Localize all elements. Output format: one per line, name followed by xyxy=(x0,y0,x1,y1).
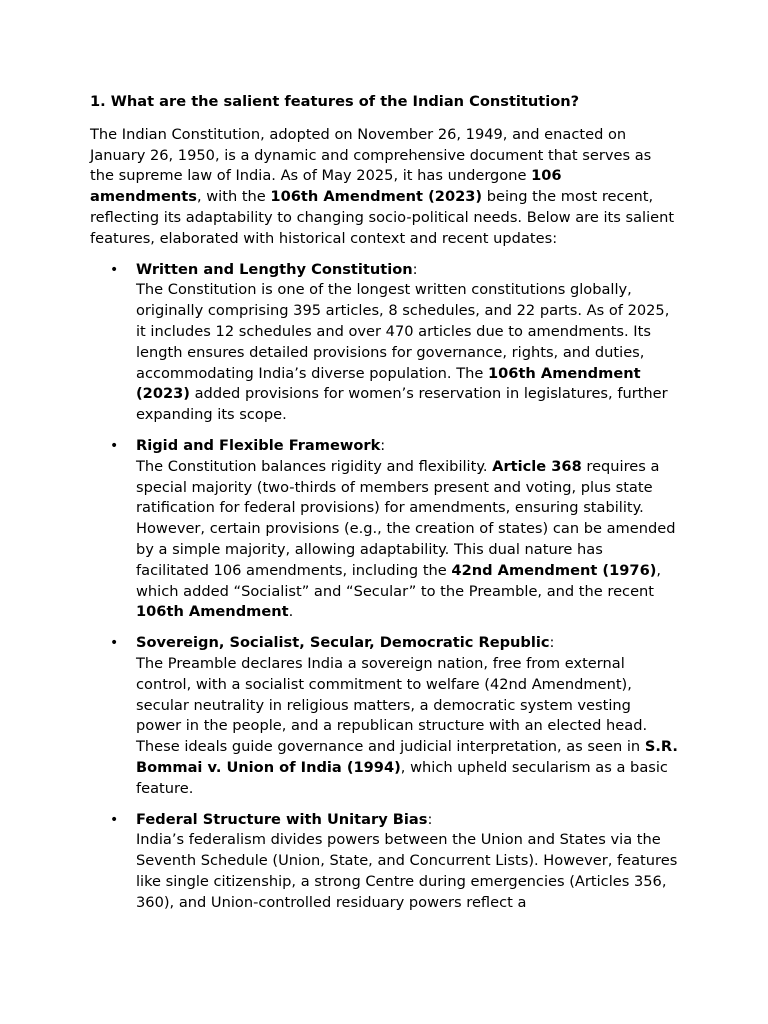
feature-federal-unitary xyxy=(90,810,678,914)
intro-paragraph xyxy=(90,125,678,250)
feature-written-lengthy xyxy=(90,260,678,426)
feature-text: India’s federalism divides powers between the Union and States via the Seventh Schedule (Union, State, and Concurrent Lists). However, features like single citizenship, a strong Centre during emergencies (Articles 356, 360), and Union-controlled residuary powers reflect a xyxy=(136,831,678,911)
question-heading: 1. What are the salient features of the Indian Constitution? xyxy=(90,93,580,110)
feature-colon: : xyxy=(380,436,386,454)
feature-colon: : xyxy=(427,810,433,828)
feature-sovereign-republic xyxy=(90,633,678,799)
feature-title: Rigid and Flexible Framework xyxy=(136,436,381,454)
intro-text-1: The Indian Constitution, adopted on November 26, 1949, and enacted on January 26, 1950, is a dynamic and comprehensive document that serves as the supreme law of India. As of May 2025, it has undergone xyxy=(90,125,652,185)
bullet-icon: • xyxy=(110,811,119,828)
feature-text: The Constitution balances rigidity and flexibility. xyxy=(136,457,493,475)
feature-text: added provisions for women’s reservation in legislatures, further expanding its scope. xyxy=(136,385,668,424)
feature-rigid-flexible xyxy=(90,436,678,623)
feature-colon: : xyxy=(412,260,418,278)
intro-text-2: , with the xyxy=(196,188,271,206)
bullet-icon: • xyxy=(110,261,119,278)
feature-text: . xyxy=(288,603,294,621)
bullet-icon: • xyxy=(110,437,119,454)
feature-bold: 106th Amendment (2023) xyxy=(136,364,641,403)
feature-text: The Constitution is one of the longest written constitutions globally, originally comprising 395 articles, 8 schedules, and 22 parts. As of 2025, it includes 12 schedules and over 470 articles due to amendments. Its length ensures detailed provisions for governance, rights, and duties, accommodating India’s diverse population. The xyxy=(136,281,670,382)
feature-bold: S.R. Bommai v. Union of India (1994) xyxy=(136,738,678,776)
intro-text-3: being the most recent, reflecting its adaptability to changing socio-political needs. Below are its salient features, elaborated with historical context and recent updates: xyxy=(90,188,675,247)
feature-title: Federal Structure with Unitary Bias xyxy=(136,810,428,828)
feature-title: Written and Lengthy Constitution xyxy=(136,260,413,278)
intro-bold-2: 106th Amendment (2023) xyxy=(270,188,483,206)
features-list xyxy=(90,260,678,914)
feature-bold: 106th Amendment xyxy=(136,603,289,621)
feature-bold: 42nd Amendment (1976) xyxy=(451,561,657,579)
bullet-icon: • xyxy=(110,635,119,652)
feature-text: , which added “Socialist” and “Secular” to the Preamble, and the recent xyxy=(136,561,662,600)
feature-text: requires a special majority (two-thirds of members present and voting, plus state ratification for federal provisions) for amendments, ensuring stability. However, certain provisions (e.g., the creation of states) can be amended by a simple majority, allowing adaptability. This dual nature has facilitated 106 amendments, including the xyxy=(136,457,676,579)
feature-bold: Article 368 xyxy=(492,457,582,475)
feature-text: The Preamble declares India a sovereign nation, free from external control, with a socialist commitment to welfare (42nd Amendment), secular neutrality in religious matters, a democratic system vesting power in the people, and a republican structure with an elected head. These ideals guide governance and judicial interpretation, as seen in xyxy=(136,654,648,756)
intro-bold-1: 106 amendments xyxy=(90,167,562,206)
feature-colon: : xyxy=(549,634,555,652)
feature-text: , which upheld secularism as a basic feature. xyxy=(136,758,668,797)
feature-title: Sovereign, Socialist, Secular, Democratic Republic xyxy=(136,634,550,652)
